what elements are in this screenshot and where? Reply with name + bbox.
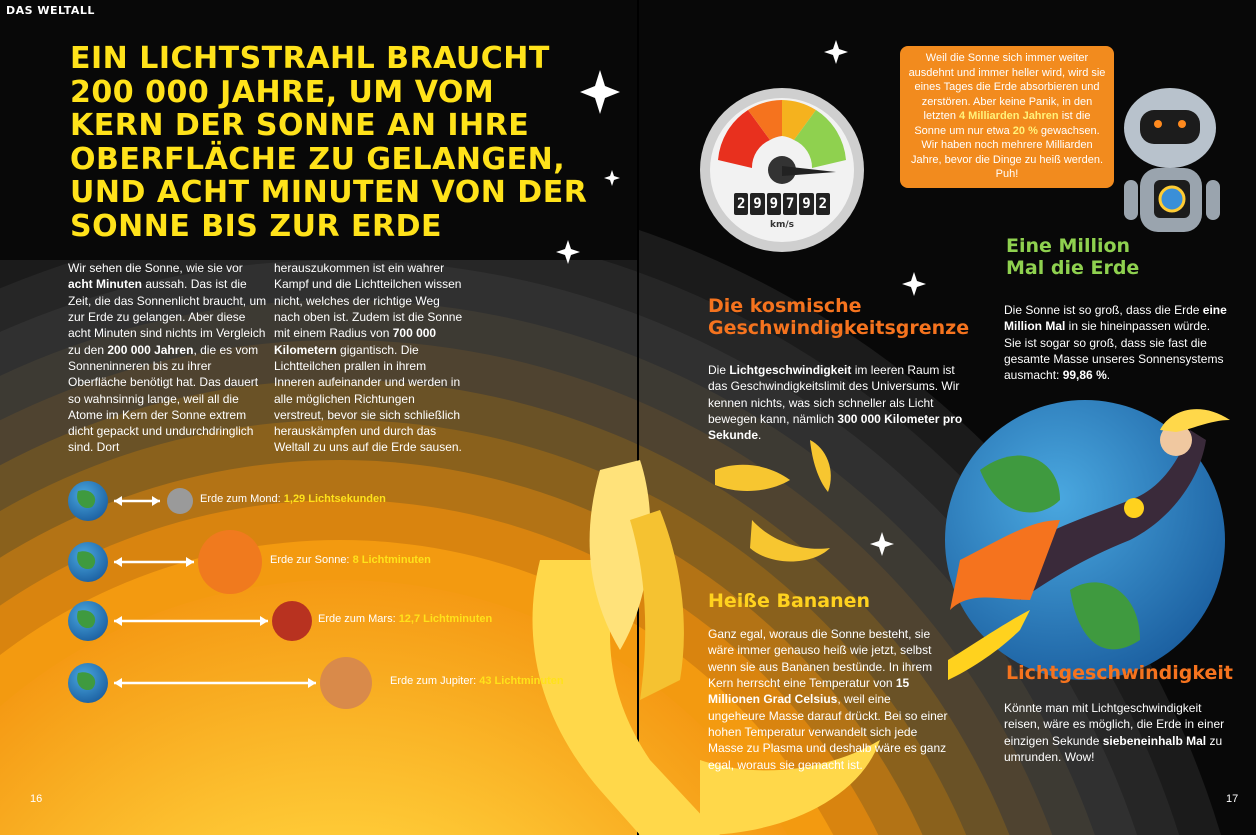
odometer-digit: 2	[816, 193, 830, 215]
distance-label	[390, 675, 564, 687]
intro-col2-run: 700 000 Kilometern	[274, 326, 437, 357]
lightspeed-paragraph	[1004, 700, 1230, 765]
odometer-digit: 7	[783, 193, 797, 215]
distance-label-text: Erde zum Mars:	[318, 613, 399, 625]
bananas-run: , weil eine ungeheure Masse darauf drückt. Bei so einer hohen Temperatur verwandelt sich jede Masse zu Plasma und deshalb wäre es ganz egal, woraus sie gemacht ist.	[708, 692, 948, 772]
speed-limit-run: Die	[708, 363, 730, 377]
million-heading-line2: Mal die Erde	[1006, 256, 1140, 279]
intro-column-2	[274, 260, 466, 456]
speedometer-odometer	[734, 193, 830, 215]
distance-label-text: Erde zum Mond:	[200, 493, 284, 505]
million-heading	[1006, 236, 1139, 280]
distance-label	[318, 613, 492, 625]
bananas-run: Ganz egal, woraus die Sonne besteht, sie wäre immer genauso heiß wie jetzt, selbst wenn sie aus Bananen bestünde. In ihrem Kern herrscht eine Temperatur von	[708, 627, 933, 690]
distance-value: 1,29 Lichtsekunden	[283, 493, 386, 505]
bananas-text	[708, 626, 948, 773]
lightspeed-heading: Lichtgeschwindigkeit	[1006, 662, 1233, 684]
distance-value: 8 Lichtminuten	[352, 554, 431, 566]
speed-limit-run: 300 000 Kilometer pro Sekunde	[708, 411, 963, 443]
lightspeed-run: Könnte man mit Lichtgeschwindigkeit reisen, wäre es möglich, die Erde in einer einzigen Sekunde	[1004, 701, 1225, 748]
page-number-right: 17	[1226, 793, 1239, 805]
odometer-digit: 9	[799, 193, 813, 215]
speed-unit: km/s	[770, 220, 795, 230]
intro-col2-run: herauszukommen ist ein wahrer Kampf und die Lichtteilchen wissen nicht, welches der richtige Weg nach oben ist. Zudem ist die Sonne mit einem Radius von	[274, 261, 463, 341]
robot-speech-bubble	[900, 46, 1114, 188]
bubble-run: ist die Sonne um nur etwa	[914, 110, 1091, 137]
odometer-digit: 9	[767, 193, 781, 215]
million-paragraph	[1004, 302, 1230, 384]
million-heading-line1: Eine Million	[1006, 235, 1131, 257]
earth-with-hero	[945, 400, 1230, 680]
celestial-body-icon	[167, 488, 193, 514]
million-text	[1004, 302, 1230, 384]
robot-illustration	[1124, 88, 1220, 232]
speed-limit-text	[708, 362, 968, 444]
intro-col2-run: gigantisch. Die Lichtteilchen prallen in ihrem Inneren aufeinander und werden in alle möglichen Richtungen verstreut, bevor sie sich schließlich herauskämpfen und durch das Weltall zu uns auf die Erde sausen.	[274, 342, 462, 455]
odometer-digit: 9	[750, 193, 764, 215]
odometer-digit: 2	[734, 193, 748, 215]
distance-label	[200, 493, 386, 505]
distance-label-text: Erde zum Jupiter:	[390, 675, 480, 687]
intro-col1-run: aussah. Das ist die Zeit, die das Sonnenlicht braucht, um zur Erde zu gelangen. Aber diese acht Minuten sind nichts im Vergleich zu den	[68, 277, 267, 357]
intro-col1-run: , die es vom Sonneninneren bis zu ihrer Oberfläche benötigt hat. Das dauert so wahnsinnig lange, weil all die Atome im Kern der Sonne extrem dicht gepackt und undurchdringlich sind. Dort	[68, 342, 259, 455]
million-run: .	[1106, 368, 1111, 383]
intro-col1-run: acht Minuten	[68, 277, 142, 292]
intro-paragraph-2	[274, 260, 466, 456]
speed-limit-run: im leeren Raum ist das Geschwindigkeitslimit des Universums. Wir kennen nichts, was sich schneller als Licht bewegen kann, nämlich	[708, 363, 960, 426]
section-label: DAS WELTALL	[6, 4, 95, 17]
speed-limit-heading-line2: Geschwindigkeitsgrenze	[708, 316, 970, 339]
celestial-body-icon	[320, 657, 372, 709]
million-run: 99,86 %	[1062, 368, 1107, 383]
lightspeed-run: zu umrunden. Wow!	[1004, 733, 1223, 764]
speed-limit-paragraph	[708, 362, 968, 444]
bubble-run: 20 %	[1012, 124, 1038, 137]
distance-label-text: Erde zur Sonne:	[270, 554, 353, 566]
million-run: Die Sonne ist so groß, dass die Erde	[1004, 303, 1203, 317]
distance-value: 43 Lichtminuten	[479, 675, 564, 687]
intro-paragraph-1	[68, 260, 270, 456]
million-run: in sie hineinpassen würde. Sie ist sogar so groß, dass sie fast die gesamte Masse unseres Sonnensystems ausmacht:	[1004, 319, 1224, 383]
distance-label	[270, 554, 431, 566]
lightspeed-run: siebeneinhalb Mal	[1102, 733, 1207, 748]
bananas-run: 15 Millionen Grad Celsius	[708, 675, 910, 707]
lightspeed-text	[1004, 700, 1230, 765]
speed-limit-heading	[708, 296, 969, 340]
intro-col1-run: Wir sehen die Sonne, wie sie vor	[68, 261, 243, 275]
speed-limit-run: .	[758, 428, 762, 443]
speed-limit-heading-line1: Die kosmische	[708, 295, 862, 317]
page-title: EIN LICHTSTRAHL BRAUCHT 200 000 JAHRE, UM VOM KERN DER SONNE AN IHRE OBERFLÄCHE ZU GELANGEN, UND ACHT MINUTEN VON DER SONNE BIS ZUR ERDE	[70, 41, 588, 244]
distance-value: 12,7 Lichtminuten	[398, 613, 493, 625]
speed-limit-run: Lichtgeschwindigkeit	[729, 363, 852, 377]
intro-column-1	[68, 260, 270, 456]
celestial-body-icon	[198, 530, 262, 594]
bubble-run: gewachsen. Wir haben noch mehrere Milliarden Jahre, bevor die Dinge zu heiß werden. Puh!	[911, 124, 1103, 181]
page-number-left: 16	[30, 793, 43, 805]
intro-col1-run: 200 000 Jahren	[107, 342, 194, 357]
celestial-body-icon	[272, 601, 312, 641]
bubble-run: 4 Milliarden Jahren	[959, 110, 1059, 123]
bananas-paragraph	[708, 626, 948, 773]
bananas-heading: Heiße Bananen	[708, 590, 871, 612]
bubble-run: Weil die Sonne sich immer weiter ausdehnt und immer heller wird, wird sie eines Tages die Erde absorbieren und zerstören. Aber keine Panik, in den letzten	[908, 52, 1106, 123]
million-run: eine Million Mal	[1004, 303, 1227, 334]
